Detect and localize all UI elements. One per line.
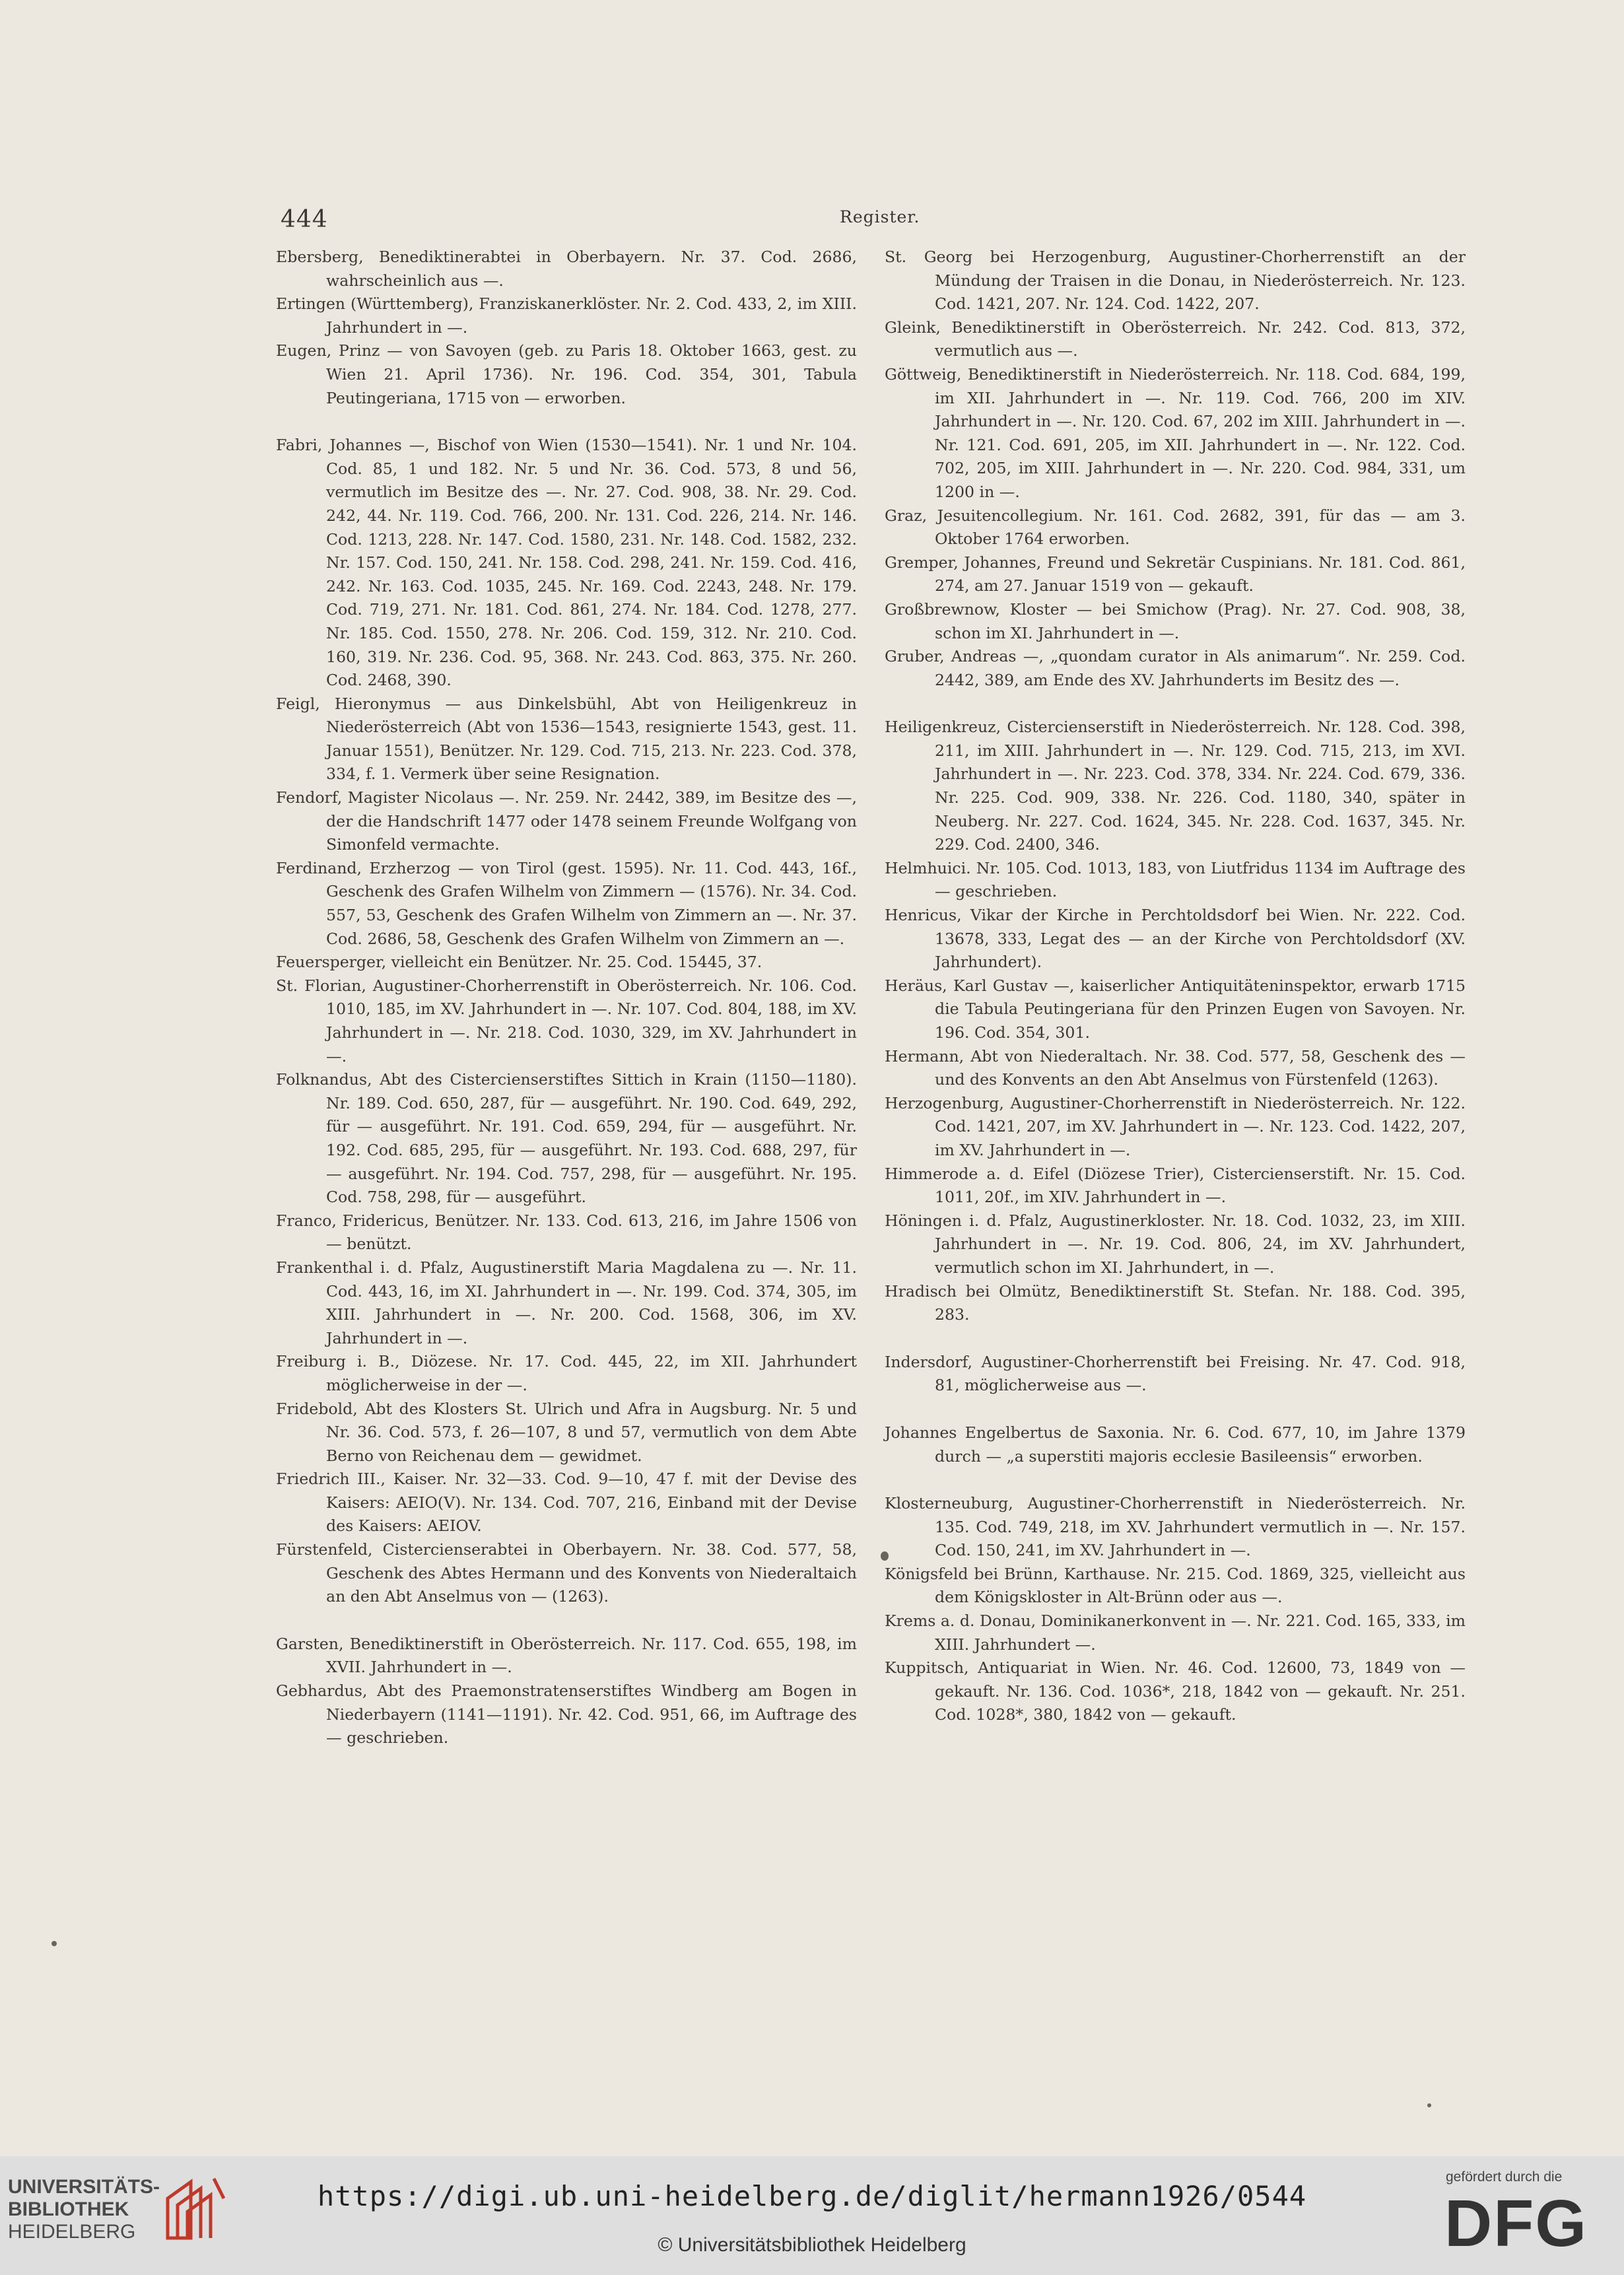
index-entry: Garsten, Benediktinerstift in Oberösterreich. Nr. 117. Cod. 655, 198, im XVII. Jahrhundert in —. — [276, 1634, 857, 1677]
index-column-right — [885, 246, 1466, 1727]
sponsor-caption: gefördert durch die — [1446, 2169, 1563, 2185]
index-entry: Friedrich III., Kaiser. Nr. 32—33. Cod. 9—10, 47 f. mit der Devise des Kaisers: AEIO(V). Nr. 134. Cod. 707, 216, Einband mit der Devise des Kaisers: AEIOV. — [276, 1470, 857, 1536]
index-entry: Ebersberg, Benediktinerabtei in Oberbayern. Nr. 37. Cod. 2686, wahrscheinlich aus —. — [276, 248, 857, 290]
dfg-logo[interactable]: DFG — [1444, 2187, 1588, 2260]
ink-speck — [881, 1551, 889, 1561]
permalink-url[interactable]: https://digi.ub.uni-heidelberg.de/diglit/hermann1926/0544 — [317, 2180, 1307, 2212]
index-entry: Fridebold, Abt des Klosters St. Ulrich und Afra in Augsburg. Nr. 5 und Nr. 36. Cod. 573, f. 26—107, 8 und 57, vermutlich von dem Abte Berno von Reichenau dem — gewidmet. — [276, 1399, 857, 1465]
ink-speck — [51, 1941, 57, 1946]
index-entry: Himmerode a. d. Eifel (Diözese Trier), Cistercienserstift. Nr. 15. Cod. 1011, 20f., im XIV. Jahrhundert in —. — [885, 1164, 1466, 1207]
index-entry: St. Georg bei Herzogenburg, Augustiner-Chorherrenstift an der Mündung der Traisen in die Donau, in Niederösterreich. Nr. 123. Cod. 1421, 207. Nr. 124. Cod. 1422, 207. — [885, 248, 1466, 314]
index-entry: Ertingen (Württemberg), Franziskanerklöster. Nr. 2. Cod. 433, 2, im XIII. Jahrhundert in —. — [276, 294, 857, 337]
index-entry: Eugen, Prinz — von Savoyen (geb. zu Paris 18. Oktober 1663, gest. zu Wien 21. April 1736). Nr. 196. Cod. 354, 301, Tabula Peutingeriana, 1715 von — erworben. — [276, 341, 857, 407]
index-entry: Feuersperger, vielleicht ein Benützer. Nr. 25. Cod. 15445, 37. — [276, 953, 762, 972]
index-entry: Gruber, Andreas —, „quondam curator in Als animarum“. Nr. 259. Cod. 2442, 389, am Ende des XV. Jahrhunderts im Besitz des —. — [885, 647, 1466, 689]
index-entry: Helmhuici. Nr. 105. Cod. 1013, 183, von Liutfridus 1134 im Auftrage des — geschrieben. — [885, 858, 1466, 901]
index-entry: Ferdinand, Erzherzog — von Tirol (gest. 1595). Nr. 11. Cod. 443, 16f., Geschenk des Grafen Wilhelm von Zimmern — (1576). Nr. 34. Cod. 557, 53, Geschenk des Grafen Wilhelm von Zimmern an —. Nr. 37. Cod. 2686, 58, Geschenk des Grafen Wilhelm von Zimmern an —. — [276, 858, 857, 948]
index-entry: Göttweig, Benediktinerstift in Niederösterreich. Nr. 118. Cod. 684, 199, im XII. Jahrhundert in —. Nr. 119. Cod. 766, 200 im XIV. Jahrhundert in —. Nr. 120. Cod. 67, 202 im XIII. Jahrhundert in —. Nr. 121. Cod. 691, 205, im XII. Jahrhundert in —. Nr. 122. Cod. 702, 205, im XIII. Jahrhundert in —. Nr. 220. Cod. 984, 331, um 1200 in —. — [885, 364, 1466, 501]
index-entry: Gleink, Benediktinerstift in Oberösterreich. Nr. 242. Cod. 813, 372, vermutlich aus —. — [885, 318, 1466, 360]
index-entry: Freiburg i. B., Diözese. Nr. 17. Cod. 445, 22, im XII. Jahrhundert möglicherweise in der —. — [276, 1352, 857, 1394]
index-entry: Henricus, Vikar der Kirche in Perchtoldsdorf bei Wien. Nr. 222. Cod. 13678, 333, Legat des — an der Kirche von Perchtoldsdorf (XV. Jahrhundert). — [885, 906, 1466, 972]
index-entry: Klosterneuburg, Augustiner-Chorherrenstift in Niederösterreich. Nr. 135. Cod. 749, 218, im XV. Jahrhundert vermutlich in —. Nr. 157. Cod. 150, 241, im XV. Jahrhundert in —. — [885, 1494, 1466, 1560]
index-column-left — [276, 246, 857, 1750]
index-entry: Herzogenburg, Augustiner-Chorherrenstift in Niederösterreich. Nr. 122. Cod. 1421, 207, im XV. Jahrhundert in —. Nr. 123. Cod. 1422, 207, im XV. Jahrhundert in —. — [885, 1093, 1466, 1159]
index-entry: Fabri, Johannes —, Bischof von Wien (1530—1541). Nr. 1 und Nr. 104. Cod. 85, 1 und 182. Nr. 5 und Nr. 36. Cod. 573, 8 und 56, vermutlich im Besitze des —. Nr. 27. Cod. 908, 38. Nr. 29. Cod. 242, 44. Nr. 119. Cod. 766, 200. Nr. 131. Cod. 226, 214. Nr. 146. Cod. 1213, 228. Nr. 147. Cod. 1580, 231. Nr. 148. Cod. 1582, 232. Nr. 157. Cod. 150, 241. Nr. 158. Cod. 298, 241. Nr. 159. Cod. 416, 242. Nr. 163. Cod. 1035, 245. Nr. 169. Cod. 2243, 248. Nr. 179. Cod. 719, 271. Nr. 181. Cod. 861, 274. Nr. 184. Cod. 1278, 277. Nr. 185. Cod. 1550, 278. Nr. 206. Cod. 159, 312. Nr. 210. Cod. 160, 319. Nr. 236. Cod. 95, 368. Nr. 243. Cod. 863, 375. Nr. 260. Cod. 2468, 390. — [276, 436, 857, 690]
index-entry: Kuppitsch, Antiquariat in Wien. Nr. 46. Cod. 12600, 73, 1849 von — gekauft. Nr. 136. Cod. 1036*, 218, 1842 von — gekauft. Nr. 251. Cod. 1028*, 380, 1842 von — gekauft. — [885, 1658, 1466, 1724]
index-entry: Feigl, Hieronymus — aus Dinkelsbühl, Abt von Heiligenkreuz in Niederösterreich (Abt von 1536—1543, resignierte 1543, gest. 11. Januar 1551), Benützer. Nr. 129. Cod. 715, 213. Nr. 223. Cod. 378, 334, f. 1. Vermerk über seine Resignation. — [276, 694, 857, 784]
index-entry: Fendorf, Magister Nicolaus —. Nr. 259. Nr. 2442, 389, im Besitze des —, der die Handschrift 1477 oder 1478 seinem Freunde Wolfgang von Simonfeld vermachte. — [276, 788, 857, 854]
running-head: Register. — [840, 207, 920, 226]
index-entry: Gebhardus, Abt des Praemonstratenserstiftes Windberg am Bogen in Niederbayern (1141—1191). Nr. 42. Cod. 951, 66, im Auftrage des — geschrieben. — [276, 1681, 857, 1748]
index-entry: Indersdorf, Augustiner-Chorherrenstift bei Freising. Nr. 47. Cod. 918, 81, möglicherweise aus —. — [885, 1352, 1466, 1395]
library-name-line: HEIDELBERG — [8, 2221, 136, 2243]
index-entry: Königsfeld bei Brünn, Karthause. Nr. 215. Cod. 1869, 325, vielleicht aus dem Königskloster in Alt-Brünn oder aus —. — [885, 1564, 1466, 1607]
index-entry: St. Florian, Augustiner-Chorherrenstift in Oberösterreich. Nr. 106. Cod. 1010, 185, im XV. Jahrhundert in —. Nr. 107. Cod. 804, 188, im XV. Jahrhundert in —. Nr. 218. Cod. 1030, 329, im XV. Jahrhundert in —. — [276, 976, 857, 1066]
library-name-line: BIBLIOTHEK — [8, 2198, 129, 2220]
index-entry: Heiligenkreuz, Cistercienserstift in Niederösterreich. Nr. 128. Cod. 398, 211, im XIII. Jahrhundert in —. Nr. 129. Cod. 715, 213, im XVI. Jahrhundert in —. Nr. 223. Cod. 378, 334. Nr. 224. Cod. 679, 336. Nr. 225. Cod. 909, 338. Nr. 226. Cod. 1180, 340, später in Neuberg. Nr. 227. Cod. 1624, 345. Nr. 228. Cod. 1637, 345. Nr. 229. Cod. 2400, 346. — [885, 718, 1466, 854]
index-entry: Frankenthal i. d. Pfalz, Augustinerstift Maria Magdalena zu —. Nr. 11. Cod. 443, 16, im XI. Jahrhundert in —. Nr. 199. Cod. 374, 305, im XIII. Jahrhundert in —. Nr. 200. Cod. 1568, 306, im XV. Jahrhundert in —. — [276, 1258, 857, 1347]
index-entry: Franco, Fridericus, Benützer. Nr. 133. Cod. 613, 216, im Jahre 1506 von — benützt. — [276, 1211, 857, 1254]
index-entry: Fürstenfeld, Cistercienserabtei in Oberbayern. Nr. 38. Cod. 577, 58, Geschenk des Abtes Hermann und des Konvents von Niederaltaich an den Abt Anselmus von — (1263). — [276, 1540, 857, 1606]
page-number: 444 — [281, 206, 328, 233]
index-entry: Folknandus, Abt des Cistercienserstiftes Sittich in Krain (1150—1180). Nr. 189. Cod. 650, 287, für — ausgeführt. Nr. 190. Cod. 649, 292, für — ausgeführt. Nr. 191. Cod. 659, 294, für — ausgeführt. Nr. 192. Cod. 685, 295, für — ausgeführt. Nr. 193. Cod. 688, 297, für — ausgeführt. Nr. 194. Cod. 757, 298, für — ausgeführt. Nr. 195. Cod. 758, 298, für — ausgeführt. — [276, 1070, 857, 1207]
index-entry: Heräus, Karl Gustav —, kaiserlicher Antiquitäteninspektor, erwarb 1715 die Tabula Peutingeriana für den Prinzen Eugen von Savoyen. Nr. 196. Cod. 354, 301. — [885, 976, 1466, 1042]
index-entry: Hermann, Abt von Niederaltach. Nr. 38. Cod. 577, 58, Geschenk des — und des Konvents an den Abt Anselmus von Fürstenfeld (1263). — [885, 1046, 1466, 1089]
index-entry: Hradisch bei Olmütz, Benediktinerstift St. Stefan. Nr. 188. Cod. 395, 283. — [885, 1281, 1466, 1324]
index-entry: Johannes Engelbertus de Saxonia. Nr. 6. Cod. 677, 10, im Jahre 1379 durch — „a superstiti majoris ecclesie Basileensis“ erworben. — [885, 1423, 1466, 1466]
ink-speck — [1427, 2103, 1431, 2107]
index-entry: Graz, Jesuitencollegium. Nr. 161. Cod. 2682, 391, für das — am 3. Oktober 1764 erworben. — [885, 506, 1466, 549]
footer-bar — [0, 2156, 1624, 2275]
index-entry: Höningen i. d. Pfalz, Augustinerkloster. Nr. 18. Cod. 1032, 23, im XIII. Jahrhundert in —. Nr. 19. Cod. 806, 24, im XV. Jahrhundert, vermutlich schon im XI. Jahrhundert, in —. — [885, 1211, 1466, 1277]
library-name-line: UNIVERSITÄTS- — [8, 2176, 160, 2198]
index-entry: Krems a. d. Donau, Dominikanerkonvent in —. Nr. 221. Cod. 165, 333, im XIII. Jahrhundert —. — [885, 1612, 1466, 1654]
index-entry: Gremper, Johannes, Freund und Sekretär Cuspinians. Nr. 181. Cod. 861, 274, am 27. Januar 1519 von — gekauft. — [885, 553, 1466, 595]
copyright-notice: © Universitätsbibliothek Heidelberg — [658, 2234, 966, 2256]
index-entry: Großbrewnow, Kloster — bei Smichow (Prag). Nr. 27. Cod. 908, 38, schon im XI. Jahrhundert in —. — [885, 599, 1466, 642]
